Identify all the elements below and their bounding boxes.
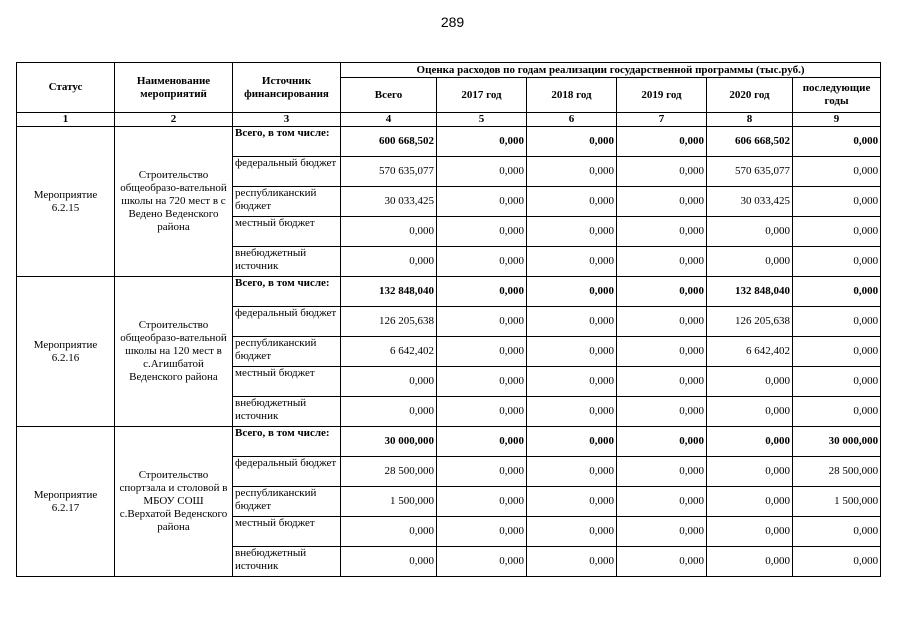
amount-cell: 0,000 bbox=[793, 277, 881, 307]
amount-cell: 0,000 bbox=[437, 367, 527, 397]
amount-cell: 28 500,000 bbox=[793, 457, 881, 487]
budget-table bbox=[16, 62, 881, 577]
table-row-total bbox=[17, 427, 881, 457]
amount-cell: 0,000 bbox=[437, 187, 527, 217]
funding-source: местный бюджет bbox=[233, 517, 341, 547]
amount-cell: 0,000 bbox=[617, 367, 707, 397]
amount-cell: 0,000 bbox=[793, 307, 881, 337]
header-year-2019: 2019 год bbox=[617, 78, 707, 113]
amount-cell: 0,000 bbox=[527, 187, 617, 217]
amount-cell: 126 205,638 bbox=[707, 307, 793, 337]
amount-cell: 0,000 bbox=[617, 547, 707, 577]
amount-cell: 0,000 bbox=[527, 217, 617, 247]
amount-cell: 0,000 bbox=[617, 517, 707, 547]
header-status: Статус bbox=[17, 63, 115, 113]
amount-cell: 0,000 bbox=[341, 367, 437, 397]
amount-cell: 0,000 bbox=[793, 547, 881, 577]
funding-source: республиканский бюджет bbox=[233, 337, 341, 367]
amount-cell: 30 033,425 bbox=[341, 187, 437, 217]
table-body bbox=[17, 127, 881, 577]
amount-cell: 0,000 bbox=[341, 397, 437, 427]
amount-cell: 0,000 bbox=[617, 187, 707, 217]
amount-cell: 0,000 bbox=[437, 427, 527, 457]
amount-cell: 0,000 bbox=[437, 127, 527, 157]
amount-cell: 570 635,077 bbox=[707, 157, 793, 187]
header-name: Наименование мероприятий bbox=[115, 63, 233, 113]
amount-cell: 600 668,502 bbox=[341, 127, 437, 157]
amount-cell: 126 205,638 bbox=[341, 307, 437, 337]
amount-cell: 0,000 bbox=[341, 247, 437, 277]
amount-cell: 0,000 bbox=[707, 547, 793, 577]
funding-source: Всего, в том числе: bbox=[233, 427, 341, 457]
amount-cell: 0,000 bbox=[707, 217, 793, 247]
amount-cell: 0,000 bbox=[437, 247, 527, 277]
amount-cell: 30 000,000 bbox=[341, 427, 437, 457]
amount-cell: 1 500,000 bbox=[341, 487, 437, 517]
header-year-2018: 2018 год bbox=[527, 78, 617, 113]
amount-cell: 0,000 bbox=[437, 547, 527, 577]
amount-cell: 30 033,425 bbox=[707, 187, 793, 217]
amount-cell: 0,000 bbox=[437, 487, 527, 517]
amount-cell: 0,000 bbox=[707, 427, 793, 457]
amount-cell: 0,000 bbox=[793, 217, 881, 247]
amount-cell: 0,000 bbox=[707, 517, 793, 547]
amount-cell: 132 848,040 bbox=[707, 277, 793, 307]
amount-cell: 0,000 bbox=[527, 247, 617, 277]
amount-cell: 0,000 bbox=[617, 487, 707, 517]
page-number: 289 bbox=[440, 14, 465, 30]
measure-status: Мероприятие 6.2.16 bbox=[17, 277, 115, 427]
amount-cell: 0,000 bbox=[527, 277, 617, 307]
column-number: 2 bbox=[115, 113, 233, 127]
amount-cell: 6 642,402 bbox=[341, 337, 437, 367]
amount-cell: 0,000 bbox=[437, 217, 527, 247]
amount-cell: 0,000 bbox=[793, 517, 881, 547]
amount-cell: 28 500,000 bbox=[341, 457, 437, 487]
funding-source: федеральный бюджет bbox=[233, 157, 341, 187]
amount-cell: 0,000 bbox=[617, 397, 707, 427]
amount-cell: 1 500,000 bbox=[793, 487, 881, 517]
amount-cell: 0,000 bbox=[527, 157, 617, 187]
amount-cell: 6 642,402 bbox=[707, 337, 793, 367]
column-number: 1 bbox=[17, 113, 115, 127]
funding-source: Всего, в том числе: bbox=[233, 277, 341, 307]
table-row-total bbox=[17, 277, 881, 307]
amount-cell: 0,000 bbox=[617, 307, 707, 337]
amount-cell: 0,000 bbox=[437, 397, 527, 427]
amount-cell: 0,000 bbox=[793, 397, 881, 427]
column-number: 4 bbox=[341, 113, 437, 127]
column-number: 9 bbox=[793, 113, 881, 127]
amount-cell: 0,000 bbox=[527, 427, 617, 457]
amount-cell: 570 635,077 bbox=[341, 157, 437, 187]
funding-source: внебюджетный источник bbox=[233, 547, 341, 577]
header-year-2020: 2020 год bbox=[707, 78, 793, 113]
column-number: 6 bbox=[527, 113, 617, 127]
measure-status: Мероприятие 6.2.15 bbox=[17, 127, 115, 277]
amount-cell: 0,000 bbox=[793, 187, 881, 217]
header-total: Всего bbox=[341, 78, 437, 113]
funding-source: внебюджетный источник bbox=[233, 397, 341, 427]
header-later-years: последующие годы bbox=[793, 78, 881, 113]
amount-cell: 0,000 bbox=[617, 337, 707, 367]
amount-cell: 0,000 bbox=[437, 457, 527, 487]
amount-cell: 0,000 bbox=[793, 247, 881, 277]
amount-cell: 0,000 bbox=[341, 547, 437, 577]
table-row-total bbox=[17, 127, 881, 157]
amount-cell: 30 000,000 bbox=[793, 427, 881, 457]
amount-cell: 0,000 bbox=[437, 307, 527, 337]
amount-cell: 0,000 bbox=[527, 547, 617, 577]
measure-status: Мероприятие 6.2.17 bbox=[17, 427, 115, 577]
amount-cell: 0,000 bbox=[527, 367, 617, 397]
amount-cell: 0,000 bbox=[617, 457, 707, 487]
column-number: 3 bbox=[233, 113, 341, 127]
amount-cell: 0,000 bbox=[341, 217, 437, 247]
amount-cell: 0,000 bbox=[437, 517, 527, 547]
amount-cell: 0,000 bbox=[437, 157, 527, 187]
amount-cell: 0,000 bbox=[793, 157, 881, 187]
funding-source: республиканский бюджет bbox=[233, 187, 341, 217]
funding-source: Всего, в том числе: bbox=[233, 127, 341, 157]
measure-name: Строительство спортзала и столовой в МБОУ СОШ с.Верхатой Веденского района bbox=[115, 427, 233, 577]
column-number: 8 bbox=[707, 113, 793, 127]
amount-cell: 0,000 bbox=[527, 127, 617, 157]
header-year-2017: 2017 год bbox=[437, 78, 527, 113]
column-number: 7 bbox=[617, 113, 707, 127]
amount-cell: 0,000 bbox=[527, 307, 617, 337]
amount-cell: 0,000 bbox=[707, 367, 793, 397]
amount-cell: 0,000 bbox=[437, 277, 527, 307]
funding-source: внебюджетный источник bbox=[233, 247, 341, 277]
amount-cell: 0,000 bbox=[617, 277, 707, 307]
amount-cell: 0,000 bbox=[617, 247, 707, 277]
funding-source: федеральный бюджет bbox=[233, 457, 341, 487]
amount-cell: 0,000 bbox=[707, 457, 793, 487]
column-number: 5 bbox=[437, 113, 527, 127]
amount-cell: 0,000 bbox=[707, 487, 793, 517]
amount-cell: 0,000 bbox=[617, 427, 707, 457]
measure-name: Строительство общеобразо-вательной школы на 120 мест в с.Агишбатой Веденского района bbox=[115, 277, 233, 427]
amount-cell: 0,000 bbox=[617, 127, 707, 157]
amount-cell: 0,000 bbox=[707, 247, 793, 277]
amount-cell: 0,000 bbox=[437, 337, 527, 367]
amount-cell: 0,000 bbox=[341, 517, 437, 547]
amount-cell: 0,000 bbox=[527, 397, 617, 427]
funding-source: федеральный бюджет bbox=[233, 307, 341, 337]
amount-cell: 0,000 bbox=[527, 337, 617, 367]
amount-cell: 606 668,502 bbox=[707, 127, 793, 157]
amount-cell: 0,000 bbox=[793, 337, 881, 367]
amount-cell: 0,000 bbox=[707, 397, 793, 427]
funding-source: местный бюджет bbox=[233, 217, 341, 247]
amount-cell: 0,000 bbox=[617, 217, 707, 247]
amount-cell: 0,000 bbox=[527, 517, 617, 547]
header-estimate: Оценка расходов по годам реализации государственной программы (тыс.руб.) bbox=[341, 63, 881, 78]
measure-name: Строительство общеобразо-вательной школы на 720 мест в с Ведено Веденского района bbox=[115, 127, 233, 277]
funding-source: республиканский бюджет bbox=[233, 487, 341, 517]
amount-cell: 0,000 bbox=[793, 367, 881, 397]
amount-cell: 132 848,040 bbox=[341, 277, 437, 307]
amount-cell: 0,000 bbox=[617, 157, 707, 187]
amount-cell: 0,000 bbox=[527, 487, 617, 517]
funding-source: местный бюджет bbox=[233, 367, 341, 397]
amount-cell: 0,000 bbox=[793, 127, 881, 157]
header-source: Источник финансирования bbox=[233, 63, 341, 113]
amount-cell: 0,000 bbox=[527, 457, 617, 487]
